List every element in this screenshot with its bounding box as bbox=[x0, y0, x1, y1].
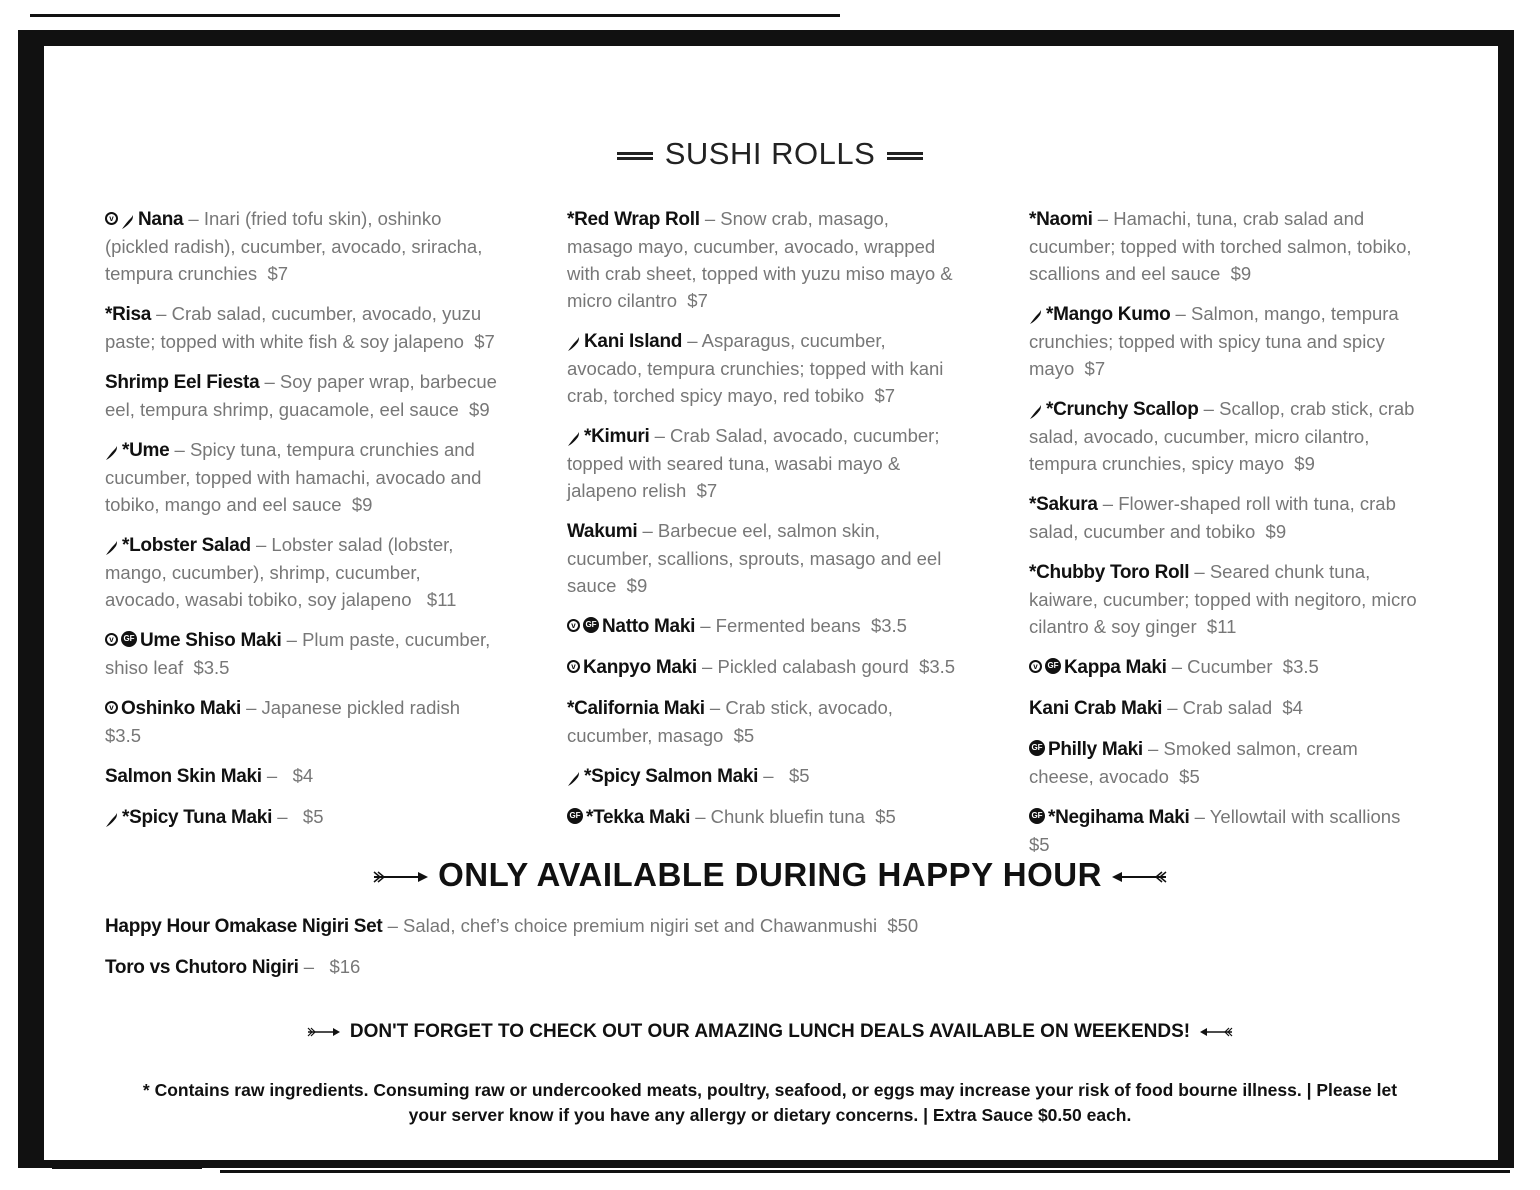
item-name: Kani Crab Maki bbox=[1029, 698, 1163, 719]
item-price: $7 bbox=[696, 480, 718, 501]
item-name: *Tekka Maki bbox=[586, 807, 691, 828]
veg-icon: v bbox=[105, 633, 118, 646]
item-name: Happy Hour Omakase Nigiri Set bbox=[105, 916, 383, 937]
item-price: $7 bbox=[687, 290, 708, 311]
menu-item: *Lobster Salad – Lobster salad (lobster, mango, cucumber), shrimp, cucumber, avocado, wasabi tobiko, soy jalapeno $11 bbox=[105, 534, 457, 610]
veg-icon: v bbox=[567, 619, 580, 632]
item-price: $9 bbox=[1294, 453, 1315, 474]
menu-item: v GF Kappa Maki – Cucumber $3.5 bbox=[1029, 653, 1421, 681]
item-price: $11 bbox=[426, 589, 457, 610]
item-price: $3.5 bbox=[919, 656, 956, 677]
item-name: Kappa Maki bbox=[1064, 657, 1167, 678]
menu-item: *Kimuri – Crab Salad, avocado, cucumber; topped with seared tuna, wasabi mayo & jalapeno relish $7 bbox=[567, 425, 940, 501]
menu-item: *Spicy Salmon Maki – $5 bbox=[567, 762, 959, 790]
item-name: Wakumi bbox=[567, 521, 638, 542]
item-name: *Spicy Tuna Maki bbox=[122, 807, 273, 828]
menu-item: v Nana – Inari (fried tofu skin), oshinko (pickled radish), cucumber, avocado, sriracha, tempura crunchies $7 bbox=[105, 208, 483, 284]
menu-column-1 bbox=[105, 205, 497, 844]
item-price: $3.5 bbox=[1282, 656, 1319, 677]
item-price: $7 bbox=[267, 263, 289, 284]
spicy-icon bbox=[567, 332, 581, 348]
veg-icon: v bbox=[1029, 660, 1042, 673]
item-name: Toro vs Chutoro Nigiri bbox=[105, 957, 299, 978]
item-name: *Red Wrap Roll bbox=[567, 209, 700, 230]
item-description: Smoked salmon, cream cheese, avocado bbox=[1029, 738, 1358, 787]
section-title-text: SUSHI ROLLS bbox=[664, 136, 876, 171]
item-description: Crab salad bbox=[1182, 697, 1273, 718]
spicy-icon bbox=[567, 427, 581, 443]
spicy-icon bbox=[1029, 305, 1043, 321]
item-name: Kani Island bbox=[584, 331, 683, 352]
item-price: $16 bbox=[329, 956, 361, 977]
menu-item: v Kanpyo Maki – Pickled calabash gourd $3.5 bbox=[567, 653, 959, 681]
gluten-free-icon: GF bbox=[1045, 658, 1061, 674]
item-price: $5 bbox=[1179, 766, 1200, 787]
happy-hour-heading-text: ONLY AVAILABLE DURING HAPPY HOUR bbox=[438, 856, 1102, 893]
arrow-left-icon bbox=[1112, 870, 1168, 884]
veg-icon: v bbox=[105, 212, 118, 225]
spicy-icon bbox=[105, 441, 119, 457]
item-description: Crab stick, avocado, cucumber, masago bbox=[567, 697, 893, 746]
happy-hour-items bbox=[105, 912, 1405, 994]
happy-hour-heading bbox=[0, 856, 1540, 894]
arrow-right-icon bbox=[306, 1027, 340, 1037]
item-price: $7 bbox=[474, 331, 495, 352]
item-price: $50 bbox=[887, 915, 919, 936]
item-description: Spicy tuna, tempura crunchies and cucumber, topped with hamachi, avocado and tobiko, mango and eel sauce bbox=[105, 439, 482, 515]
section-title bbox=[0, 136, 1540, 172]
item-price: $3.5 bbox=[870, 615, 907, 636]
item-price: $7 bbox=[1084, 358, 1106, 379]
gluten-free-icon: GF bbox=[567, 808, 583, 824]
menu-item: *Crunchy Scallop – Scallop, crab stick, crab salad, avocado, cucumber, micro cilantro, tempura crunchies, spicy mayo $9 bbox=[1029, 398, 1415, 474]
item-price: $3.5 bbox=[193, 657, 230, 678]
gluten-free-icon: GF bbox=[121, 631, 137, 647]
item-name: Kanpyo Maki bbox=[583, 657, 697, 678]
item-name: *California Maki bbox=[567, 698, 705, 719]
item-description: Seared chunk tuna, kaiware, cucumber; topped with negitoro, micro cilantro & soy ginger bbox=[1029, 561, 1417, 637]
item-name: *Spicy Salmon Maki bbox=[584, 766, 759, 787]
item-description: Flower-shaped roll with tuna, crab salad, cucumber and tobiko bbox=[1029, 493, 1396, 542]
menu-item: *Spicy Tuna Maki – $5 bbox=[105, 803, 497, 831]
item-description: Cucumber bbox=[1187, 656, 1273, 677]
item-name: *Sakura bbox=[1029, 494, 1098, 515]
arrow-left-icon bbox=[1200, 1027, 1234, 1037]
menu-item: *Naomi – Hamachi, tuna, crab salad and cucumber; topped with torched salmon, tobiko, scallions and eel sauce $9 bbox=[1029, 208, 1412, 284]
item-price: $4 bbox=[1282, 697, 1303, 718]
gluten-free-icon: GF bbox=[1029, 808, 1045, 824]
menu-item: v GF Natto Maki – Fermented beans $3.5 bbox=[567, 612, 959, 640]
item-description: Fermented beans bbox=[715, 615, 861, 636]
item-price: $7 bbox=[874, 385, 896, 406]
title-right-rule bbox=[887, 152, 923, 160]
item-name: Salmon Skin Maki bbox=[105, 766, 262, 787]
item-name: *Chubby Toro Roll bbox=[1029, 562, 1190, 583]
item-price: $9 bbox=[469, 399, 490, 420]
item-name: *Naomi bbox=[1029, 209, 1093, 230]
item-name: Nana bbox=[138, 209, 184, 230]
item-name: *Ume bbox=[122, 440, 170, 461]
item-price: $9 bbox=[1230, 263, 1252, 284]
item-description: Barbecue eel, salmon skin, cucumber, scallions, sprouts, masago and eel sauce bbox=[567, 520, 942, 596]
item-description: Lobster salad (lobster, mango, cucumber), shrimp, cucumber, avocado, wasabi tobiko, soy jalapeno bbox=[105, 534, 454, 610]
menu-item: Kani Island – Asparagus, cucumber, avocado, tempura crunchies; topped with kani crab, torched spicy mayo, red tobiko $7 bbox=[567, 330, 944, 406]
border-stroke-bottom-right bbox=[220, 1170, 1510, 1173]
item-price: $9 bbox=[1265, 521, 1287, 542]
gluten-free-icon: GF bbox=[583, 617, 599, 633]
menu-item: *Sakura – Flower-shaped roll with tuna, crab salad, cucumber and tobiko $9 bbox=[1029, 493, 1396, 542]
item-name: *Mango Kumo bbox=[1046, 304, 1171, 325]
item-description: Soy paper wrap, barbecue eel, tempura shrimp, guacamole, eel sauce bbox=[105, 371, 497, 420]
veg-icon: v bbox=[567, 660, 580, 673]
border-stroke-bottom bbox=[52, 1166, 202, 1169]
disclaimer: * Contains raw ingredients. Consuming raw or undercooked meats, poultry, seafood, or eggs may increase your risk of food bourne illness. | Please let your server know if you have any allergy or dietary concerns. | Extra Sauce $0.50 each. bbox=[142, 1080, 1398, 1125]
menu-column-3 bbox=[1029, 205, 1421, 871]
menu-item: Wakumi – Barbecue eel, salmon skin, cucumber, scallions, sprouts, masago and eel sauce $9 bbox=[567, 520, 942, 596]
menu-item: Toro vs Chutoro Nigiri – $16 bbox=[105, 956, 361, 978]
menu-item: *Ume – Spicy tuna, tempura crunchies and cucumber, topped with hamachi, avocado and tobiko, mango and eel sauce $9 bbox=[105, 439, 482, 515]
menu-column-2 bbox=[567, 205, 959, 844]
item-price: $5 bbox=[788, 765, 810, 786]
item-name: *Risa bbox=[105, 304, 152, 325]
item-name: Oshinko Maki bbox=[121, 698, 241, 719]
item-price: $9 bbox=[351, 494, 373, 515]
lunch-note bbox=[0, 1021, 1540, 1043]
item-description: Yellowtail with scallions bbox=[1209, 806, 1401, 827]
item-description: Asparagus, cucumber, avocado, tempura crunchies; topped with kani crab, torched spicy mayo, red tobiko bbox=[567, 330, 944, 406]
item-name: Philly Maki bbox=[1048, 739, 1143, 760]
gluten-free-icon: GF bbox=[1029, 740, 1045, 756]
spicy-icon bbox=[1029, 400, 1043, 416]
spicy-icon bbox=[105, 808, 119, 824]
item-name: *Kimuri bbox=[584, 426, 650, 447]
item-price: $5 bbox=[733, 725, 755, 746]
item-price: $11 bbox=[1206, 616, 1237, 637]
menu-item: *Risa – Crab salad, cucumber, avocado, yuzu paste; topped with white fish & soy jalapeno $7 bbox=[105, 303, 495, 352]
item-description: Plum paste, cucumber, shiso leaf bbox=[105, 629, 491, 678]
menu-item: *Red Wrap Roll – Snow crab, masago, masago mayo, cucumber, avocado, wrapped with crab sheet, topped with yuzu miso mayo & micro cilantro $7 bbox=[567, 208, 953, 311]
item-description: Salad, chef’s choice premium nigiri set and Chawanmushi bbox=[403, 915, 878, 936]
item-name: Ume Shiso Maki bbox=[140, 630, 282, 651]
item-description: Chunk bluefin tuna bbox=[710, 806, 865, 827]
menu-item: *California Maki – Crab stick, avocado, cucumber, masago $5 bbox=[567, 697, 893, 746]
item-name: Natto Maki bbox=[602, 616, 696, 637]
item-price: $4 bbox=[292, 765, 314, 786]
item-price: $5 bbox=[302, 806, 324, 827]
veg-icon: v bbox=[105, 701, 118, 714]
spicy-icon bbox=[567, 767, 581, 783]
spicy-icon bbox=[121, 210, 135, 226]
item-price: $5 bbox=[1029, 834, 1050, 855]
menu-item: GF Philly Maki – Smoked salmon, cream cheese, avocado $5 bbox=[1029, 738, 1358, 787]
menu-item: v GF Ume Shiso Maki – Plum paste, cucumber, shiso leaf $3.5 bbox=[105, 629, 491, 678]
item-description: Inari (fried tofu skin), oshinko (pickled radish), cucumber, avocado, sriracha, tempura crunchies bbox=[105, 208, 483, 284]
border-stroke-top bbox=[30, 14, 840, 17]
menu-item: *Chubby Toro Roll – Seared chunk tuna, kaiware, cucumber; topped with negitoro, micro cilantro & soy ginger $11 bbox=[1029, 561, 1417, 637]
item-description: Japanese pickled radish bbox=[261, 697, 461, 718]
menu-item: Salmon Skin Maki – $4 bbox=[105, 765, 314, 787]
item-description: Scallop, crab stick, crab salad, avocado, cucumber, micro cilantro, tempura crunchies, spicy mayo bbox=[1029, 398, 1415, 474]
menu-item: GF *Negihama Maki – Yellowtail with scallions $5 bbox=[1029, 806, 1401, 855]
menu-item: GF *Tekka Maki – Chunk bluefin tuna $5 bbox=[567, 803, 959, 831]
item-description: Crab salad, cucumber, avocado, yuzu paste; topped with white fish & soy jalapeno bbox=[105, 303, 482, 352]
menu-item: Happy Hour Omakase Nigiri Set – Salad, chef’s choice premium nigiri set and Chawanmushi $50 bbox=[105, 915, 919, 937]
item-description: Salmon, mango, tempura crunchies; topped with spicy tuna and spicy mayo bbox=[1029, 303, 1399, 379]
item-name: *Crunchy Scallop bbox=[1046, 399, 1199, 420]
menu-item: v Oshinko Maki – Japanese pickled radish $3.5 bbox=[105, 697, 461, 746]
title-left-rule bbox=[617, 152, 653, 160]
item-description: Crab Salad, avocado, cucumber; topped with seared tuna, wasabi mayo & jalapeno relish bbox=[567, 425, 940, 501]
item-name: *Lobster Salad bbox=[122, 535, 251, 556]
item-description: Hamachi, tuna, crab salad and cucumber; topped with torched salmon, tobiko, scallions and eel sauce bbox=[1029, 208, 1412, 284]
spicy-icon bbox=[105, 536, 119, 552]
menu-item: *Mango Kumo – Salmon, mango, tempura crunchies; topped with spicy tuna and spicy mayo $7 bbox=[1029, 303, 1399, 379]
menu-item: Kani Crab Maki – Crab salad $4 bbox=[1029, 697, 1303, 719]
item-price: $3.5 bbox=[105, 725, 142, 746]
item-price: $5 bbox=[875, 806, 896, 827]
item-name: Shrimp Eel Fiesta bbox=[105, 372, 260, 393]
item-description: Snow crab, masago, masago mayo, cucumber, avocado, wrapped with crab sheet, topped with yuzu miso mayo & micro cilantro bbox=[567, 208, 953, 311]
item-description: Pickled calabash gourd bbox=[717, 656, 909, 677]
arrow-right-icon bbox=[372, 870, 428, 884]
item-price: $9 bbox=[626, 575, 648, 596]
item-name: *Negihama Maki bbox=[1048, 807, 1190, 828]
menu-item: Shrimp Eel Fiesta – Soy paper wrap, barbecue eel, tempura shrimp, guacamole, eel sauce $9 bbox=[105, 371, 497, 420]
lunch-note-text: DON'T FORGET TO CHECK OUT OUR AMAZING LUNCH DEALS AVAILABLE ON WEEKENDS! bbox=[349, 1021, 1191, 1042]
